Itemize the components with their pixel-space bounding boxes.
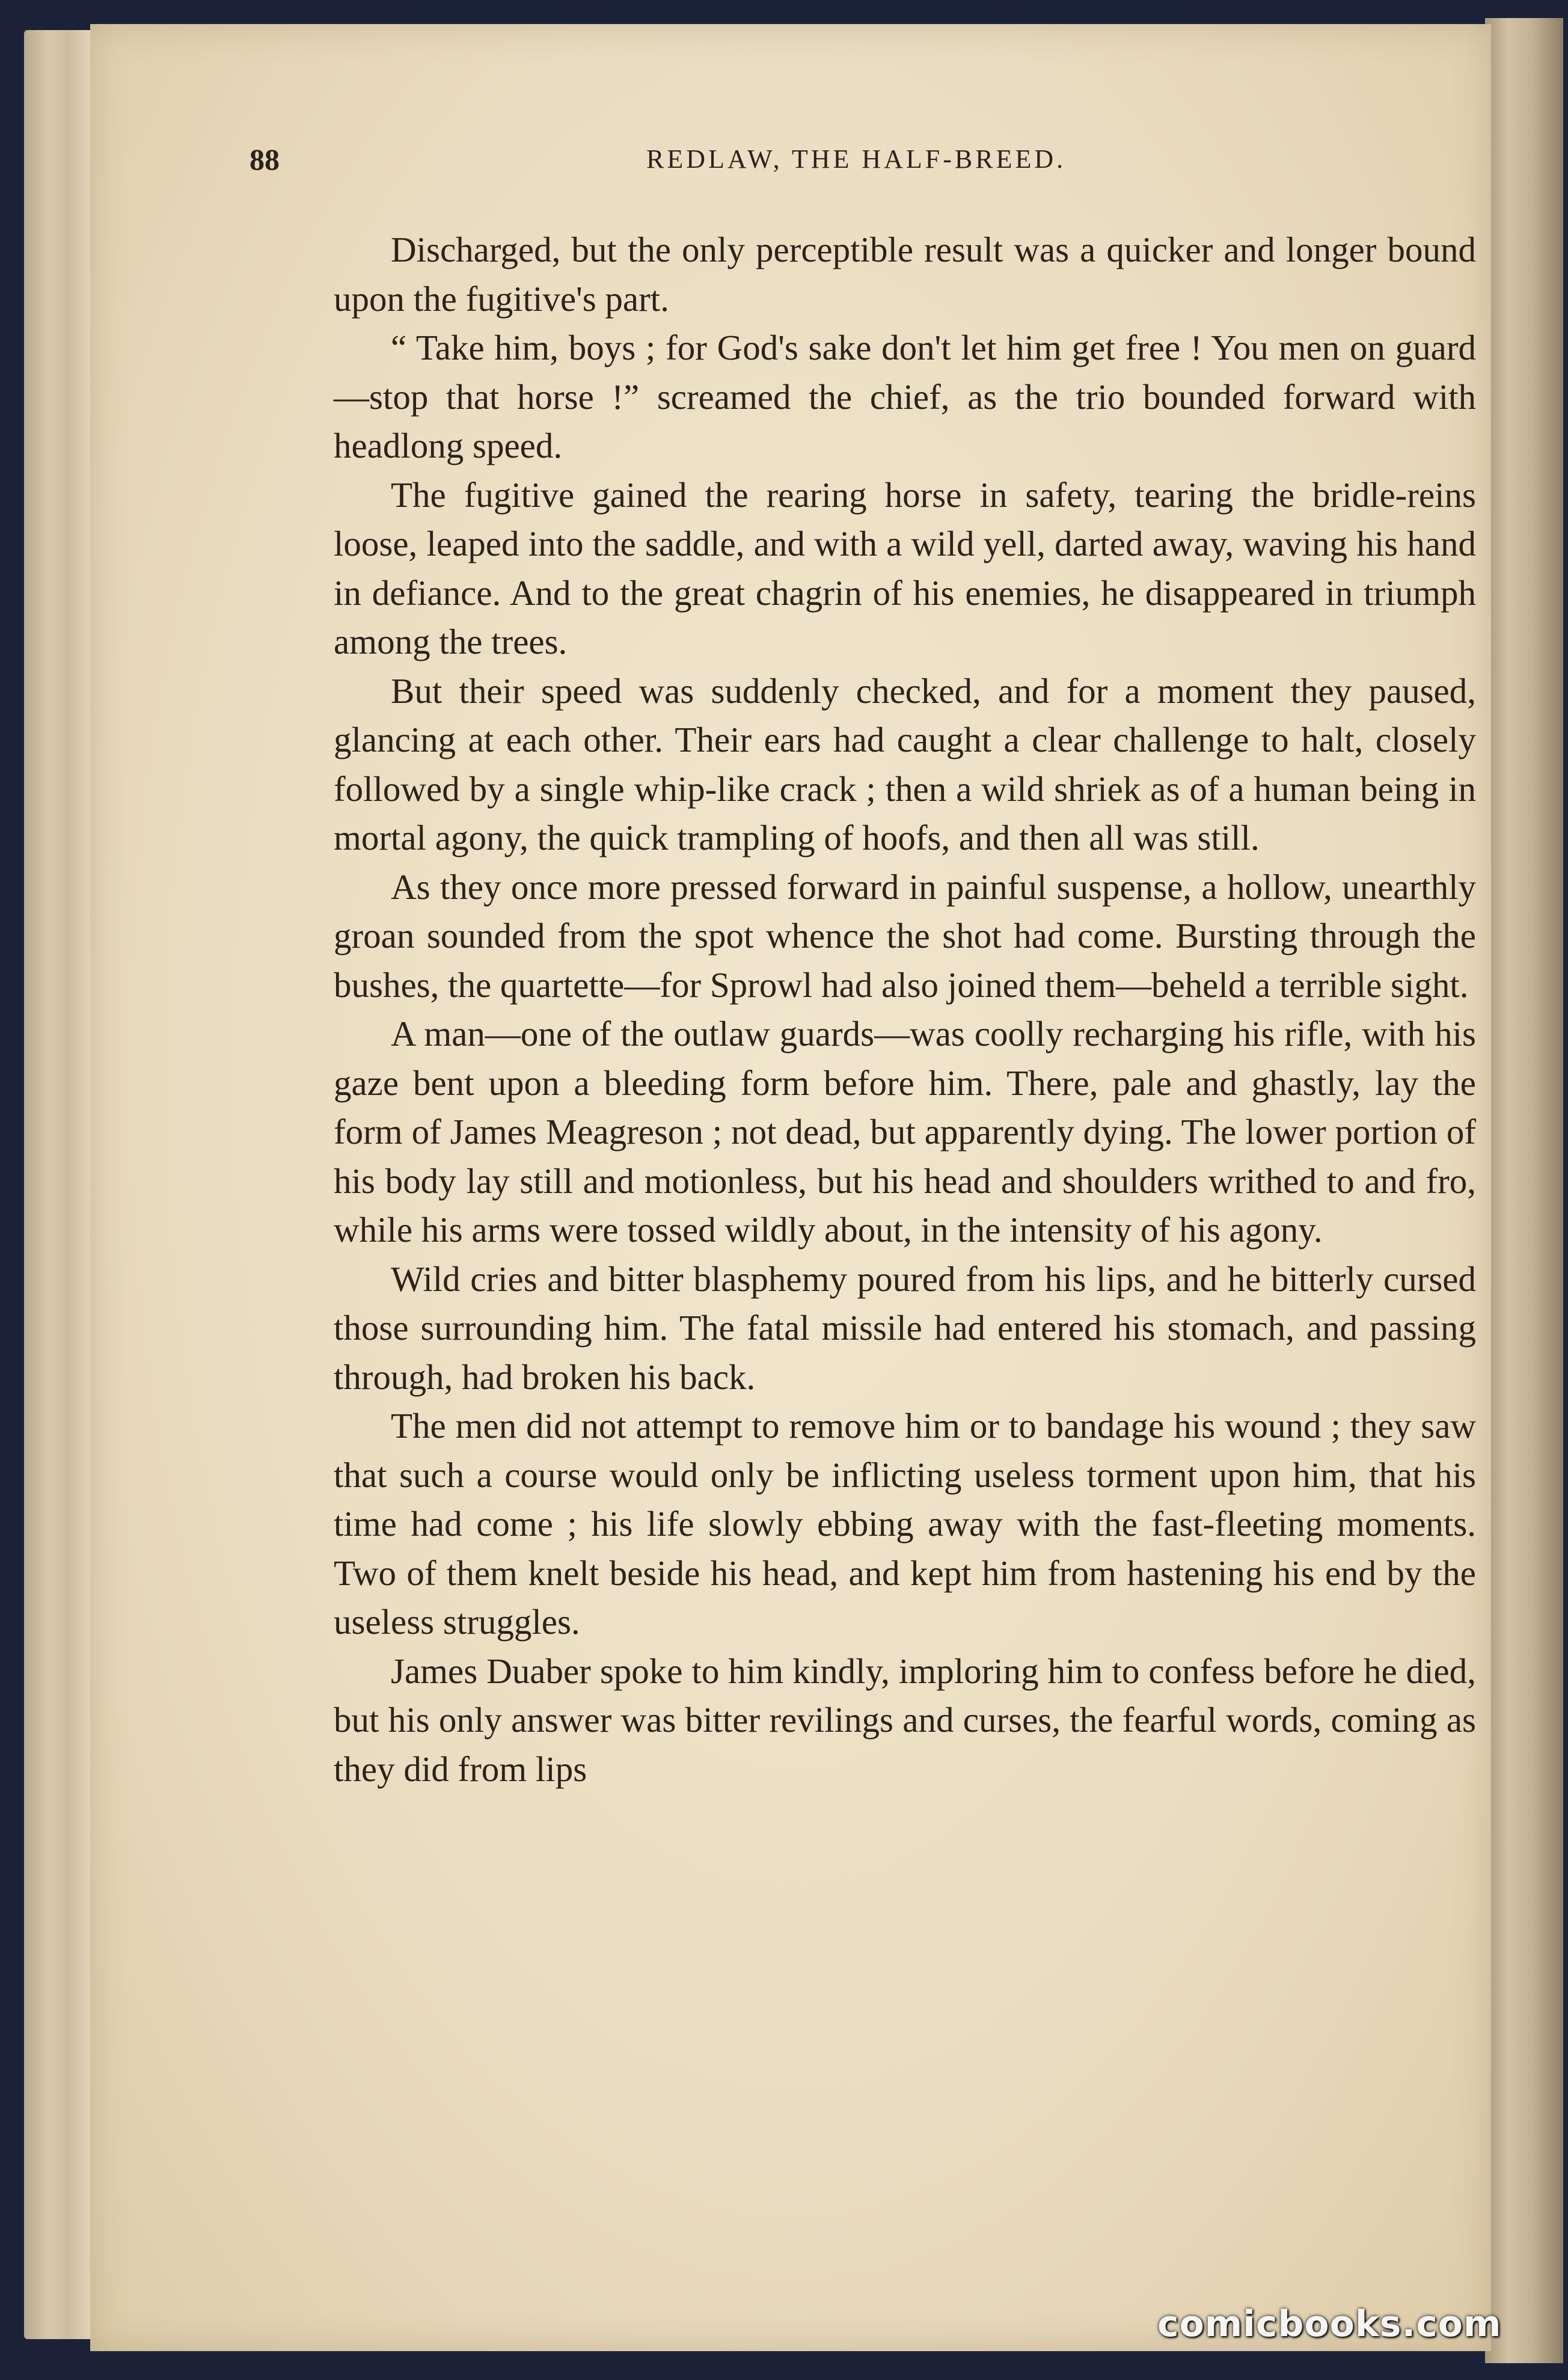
page-stack-left-edge <box>24 30 96 2339</box>
page-number: 88 <box>250 143 280 176</box>
page-header <box>250 138 1476 180</box>
paragraph: A man—one of the outlaw guards—was coolly recharging his rifle, with his gaze bent upon a bleeding form before him. There, pale and ghastly, lay the form of James Meagreson ; not dead, but apparently dying. The lower portion of his body lay still and motionless, but his head and shoulders writhed to and fro, while his arms were tossed wildly about, in the intensity of his agony. <box>334 1014 1476 1250</box>
paragraph: James Duaber spoke to him kindly, imploring him to confess before he died, but his only answer was bitter revilings and curses, the fearful words, coming as they did from lips <box>334 1651 1476 1789</box>
page-stack-right-edge <box>1485 18 1563 2363</box>
paragraph: The men did not attempt to remove him or to bandage his wound ; they saw that such a course would only be inflicting useless torment upon him, that his time had come ; his life slowly ebbing away with the fast-fleeting moments. Two of them knelt beside his head, and kept him from hastening his end by the useless struggles. <box>334 1406 1476 1642</box>
paragraph: Discharged, but the only perceptible result was a quicker and longer bound upon the fugitive's part. <box>334 230 1476 319</box>
paragraph: “ Take him, boys ; for God's sake don't let him get free ! You men on guard—stop that horse !” screamed the chief, as the trio bounded forward with headlong speed. <box>334 328 1476 465</box>
paragraph: The fugitive gained the rearing horse in safety, tearing the bridle-reins loose, leaped into the saddle, and with a wild yell, darted away, waving his hand in defiance. And to the great chagrin of his enemies, he disappeared in triumph among the trees. <box>334 474 1476 661</box>
body-text <box>334 225 1476 1794</box>
paragraph: As they once more pressed forward in painful suspense, a hollow, unearthly groan sounded from the spot whence the shot had come. Bursting through the bushes, the quartette—for Sprowl had also joined them—beheld a terrible sight. <box>334 866 1476 1005</box>
watermark: comicbooks.com <box>1157 2303 1502 2345</box>
paragraph: Wild cries and bitter blasphemy poured from his lips, and he bitterly cursed those surrounding him. The fatal missile had entered his stomach, and passing through, had broken his back. <box>334 1259 1476 1397</box>
running-title: REDLAW, THE HALF-BREED. <box>646 144 1067 174</box>
paragraph: But their speed was suddenly checked, and for a moment they paused, glancing at each other. Their ears had caught a clear challenge to halt, closely followed by a single whip-like crack ; then a wild shriek as of a human being in mortal agony, the quick trampling of hoofs, and then all was still. <box>334 670 1476 857</box>
